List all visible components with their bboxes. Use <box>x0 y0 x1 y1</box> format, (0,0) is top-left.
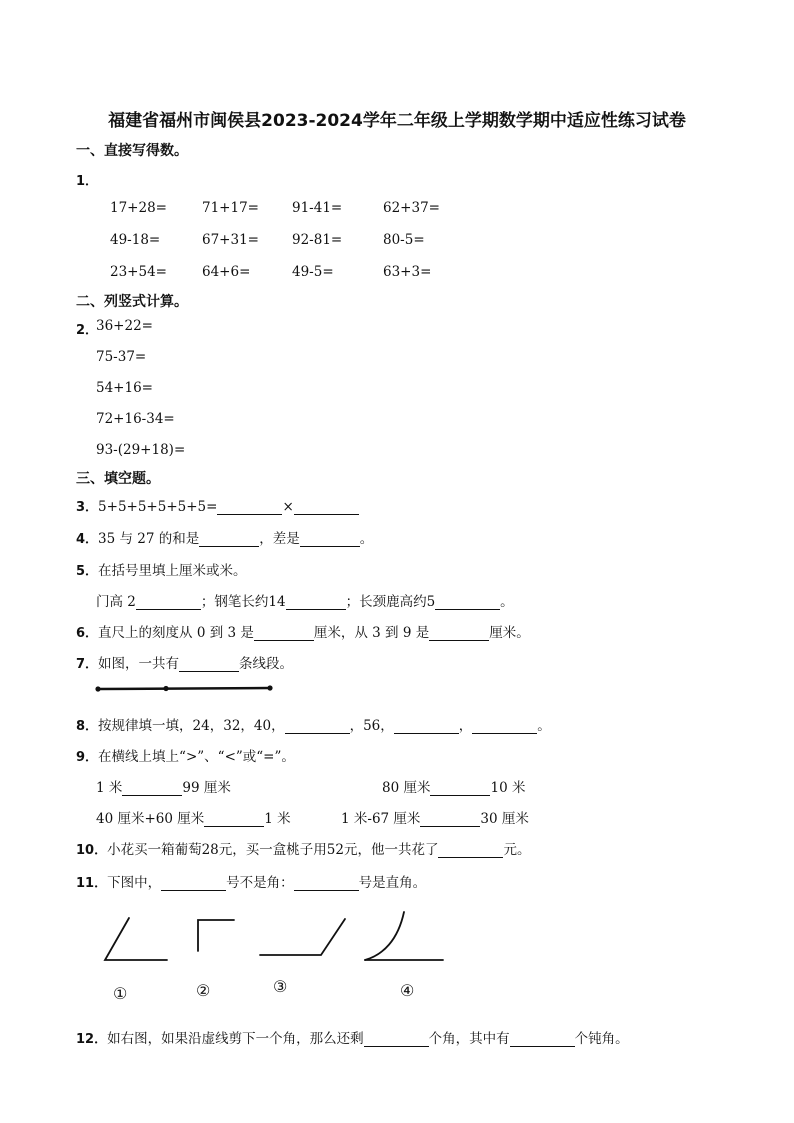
q9-text: 在横线上填上“>”、“<”或“=”。 <box>98 749 295 765</box>
q10-text-b: 元。 <box>503 842 531 858</box>
q2-item: 75-37= <box>96 349 147 365</box>
angle-figure-4 <box>365 912 404 960</box>
q2-item: 54+16= <box>96 380 153 396</box>
question-10 <box>76 838 530 858</box>
question-9-number: 9． <box>76 750 99 765</box>
question-3-number: 3． <box>76 500 99 515</box>
q12-text-b: 个角，其中有 <box>428 1031 510 1047</box>
q1-item: 64+6= <box>202 264 251 280</box>
q9-left: 1 米-67 厘米 <box>341 811 421 827</box>
q1-item: 71+17= <box>202 200 259 216</box>
answer-blank[interactable] <box>438 843 503 858</box>
section-3-heading: 三、填空题。 <box>76 471 160 487</box>
answer-blank[interactable] <box>254 626 314 641</box>
angle-figures <box>95 905 455 970</box>
q1-item: 92-81= <box>292 232 343 248</box>
answer-blank[interactable] <box>420 812 480 827</box>
q9-right: 99 厘米 <box>182 780 231 796</box>
q5-text-d: 。 <box>500 594 514 610</box>
q3-text-b: × <box>282 499 294 515</box>
q12-text-a: 如右图，如果沿虚线剪下一个角，那么还剩 <box>107 1031 364 1047</box>
question-4-number: 4． <box>76 532 99 547</box>
q6-text-b: 厘米，从 3 到 9 是 <box>313 625 430 641</box>
answer-blank[interactable] <box>204 812 264 827</box>
answer-blank[interactable] <box>285 719 350 734</box>
answer-blank[interactable] <box>122 781 182 796</box>
answer-blank[interactable] <box>136 595 201 610</box>
q9-compare-item <box>96 807 291 827</box>
answer-blank[interactable] <box>286 595 346 610</box>
q1-item: 49-18= <box>110 232 161 248</box>
angle-figure-1 <box>105 918 167 960</box>
q9-left: 1 米 <box>96 780 123 796</box>
q1-item: 62+37= <box>383 200 440 216</box>
question-6 <box>76 621 530 641</box>
q1-item: 80-5= <box>383 232 425 248</box>
q2-item: 36+22= <box>96 318 153 334</box>
q1-item: 49-5= <box>292 264 334 280</box>
line-segment-figure <box>92 680 282 696</box>
q9-right: 1 米 <box>264 811 291 827</box>
q9-left: 40 厘米+60 厘米 <box>96 811 205 827</box>
q3-text-a: 5+5+5+5+5+5= <box>98 499 218 515</box>
figure-label-3: ③ <box>273 977 288 996</box>
q11-text-c: 号是直角。 <box>358 875 427 891</box>
answer-blank[interactable] <box>510 1032 575 1047</box>
q8-text-a: 按规律填一填，24，32，40， <box>98 718 285 734</box>
q11-text-b: 号不是角： <box>226 875 294 891</box>
answer-blank[interactable] <box>161 876 226 891</box>
angle-figure-3 <box>260 919 345 955</box>
q7-text-b: 条线段。 <box>239 656 294 672</box>
q9-compare-item <box>341 807 529 827</box>
question-12-number: 12． <box>76 1032 108 1047</box>
q1-item: 23+54= <box>110 264 167 280</box>
q10-text-a: 小花买一箱葡萄28元，买一盒桃子用52元，他一共花了 <box>107 842 439 858</box>
question-6-number: 6． <box>76 626 99 641</box>
q5-text-a: 门高 2 <box>96 594 136 610</box>
figure-label-2: ② <box>196 981 211 1000</box>
q1-item: 63+3= <box>383 264 432 280</box>
q4-text-a: 35 与 27 的和是 <box>98 531 200 547</box>
q6-text-a: 直尺上的刻度从 0 到 3 是 <box>98 625 254 641</box>
q4-text-c: 。 <box>359 531 374 547</box>
q9-compare-item <box>382 776 525 796</box>
q9-right: 30 厘米 <box>480 811 529 827</box>
q2-item: 72+16-34= <box>96 411 175 427</box>
question-7 <box>76 652 293 672</box>
question-11-number: 11． <box>76 876 108 891</box>
question-9 <box>76 745 295 765</box>
question-4 <box>76 527 373 547</box>
q5-text: 在括号里填上厘米或米。 <box>98 563 247 579</box>
question-5-line <box>96 590 514 610</box>
question-1-number: 1． <box>76 174 99 189</box>
q8-text-b: ，56， <box>349 718 394 734</box>
q8-text-c: ， <box>458 718 473 734</box>
q11-text-a: 下图中， <box>107 875 162 891</box>
question-10-number: 10． <box>76 843 108 858</box>
question-11 <box>76 871 426 891</box>
figure-label-1: ① <box>113 984 128 1003</box>
q8-text-d: 。 <box>537 718 551 734</box>
q6-text-c: 厘米。 <box>489 625 530 641</box>
q4-text-b: ，差是 <box>259 531 300 547</box>
question-5-number: 5． <box>76 564 99 579</box>
q9-right: 10 米 <box>490 780 526 796</box>
q9-left: 80 厘米 <box>382 780 431 796</box>
section-2-heading: 二、列竖式计算。 <box>76 294 188 310</box>
question-8-number: 8． <box>76 719 99 734</box>
section-1-heading: 一、直接写得数。 <box>76 143 188 159</box>
question-7-number: 7． <box>76 657 99 672</box>
q5-text-c: ；长颈鹿高约5 <box>345 594 436 610</box>
question-8 <box>76 714 551 734</box>
question-12 <box>76 1027 629 1047</box>
answer-blank[interactable] <box>472 719 537 734</box>
answer-blank[interactable] <box>429 626 489 641</box>
answer-blank[interactable] <box>435 595 500 610</box>
q7-text-a: 如图，一共有 <box>98 656 180 672</box>
q1-item: 17+28= <box>110 200 167 216</box>
page-title: 福建省福州市闽侯县2023-2024学年二年级上学期数学期中适应性练习试卷 <box>108 111 686 131</box>
figure-label-4: ④ <box>400 981 415 1000</box>
answer-blank[interactable] <box>199 532 259 547</box>
answer-blank[interactable] <box>179 657 239 672</box>
answer-blank[interactable] <box>300 532 360 547</box>
answer-blank[interactable] <box>394 719 459 734</box>
question-3 <box>76 496 359 515</box>
q12-text-c: 个钝角。 <box>574 1031 629 1047</box>
q1-item: 91-41= <box>292 200 343 216</box>
answer-blank[interactable] <box>217 500 282 515</box>
answer-blank[interactable] <box>294 876 359 891</box>
q5-text-b: ；钢笔长约14 <box>200 594 286 610</box>
angle-figure-2 <box>198 920 234 951</box>
question-2-number: 2． <box>76 323 99 338</box>
answer-blank[interactable] <box>430 781 490 796</box>
question-5 <box>76 559 247 579</box>
answer-blank[interactable] <box>294 500 359 515</box>
q9-compare-item <box>96 776 231 796</box>
q2-item: 93-(29+18)= <box>96 442 186 458</box>
answer-blank[interactable] <box>364 1032 429 1047</box>
q1-item: 67+31= <box>202 232 259 248</box>
